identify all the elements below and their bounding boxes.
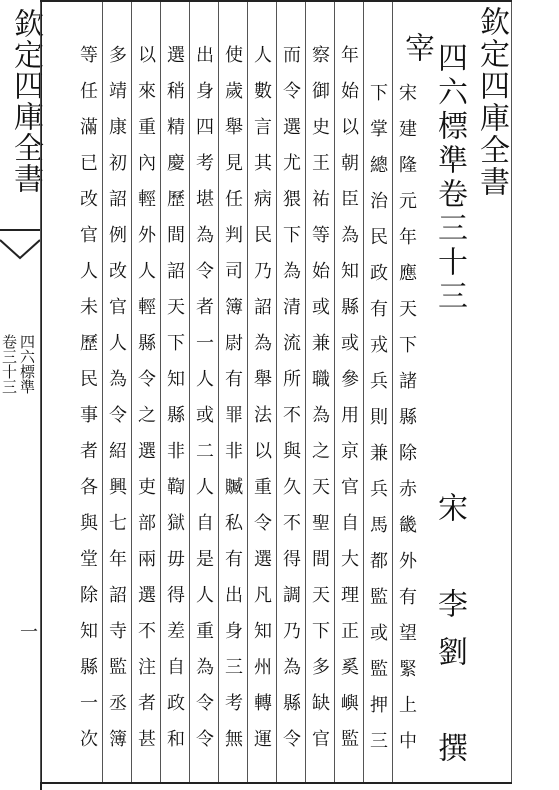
text-column: 選稍精慶歷間詔天下知縣非鞫獄毋得差自政和 (164, 45, 185, 765)
volume-title: 四六標準卷三十三 (432, 42, 467, 314)
text-column: 使歲舉見任判司簿尉有罪非贓私有出身三考無 (222, 45, 243, 765)
header-book-title: 欽定四庫全書 (474, 6, 509, 198)
text-column: 等任滿已改官人未歷民事者各與堂除知縣一次 (77, 45, 98, 765)
fishtail-icon (0, 228, 40, 268)
text-column: 察御史王祐等始或兼職為之天聖間天下多缺官 (309, 45, 330, 765)
author-line: 宋 李劉 撰 (432, 492, 467, 780)
page-margin (0, 0, 42, 790)
margin-book-title: 欽定四庫全書 (8, 8, 43, 194)
text-column: 多靖康初詔例改官人為令紹興七年詔寺監丞簿 (106, 45, 127, 765)
text-column: 出身四考堪為令者一人或二人自是人重為令令 (193, 45, 214, 765)
text-column: 以來重內輕外人輕縣令之選吏部兩選不注者甚 (135, 45, 156, 765)
text-column: 年始以朝臣為知縣或參用京官自大理正奚嶼監 (338, 45, 359, 765)
text-column: 宋建隆元年應天下諸縣除赤畿外有望緊上中 (396, 83, 417, 767)
margin-volume-label: 四六標準 卷三十三 (0, 334, 36, 394)
text-column: 而令選尤猥下為清流所不與久不得調乃為縣令 (280, 45, 301, 765)
text-frame (40, 0, 512, 784)
section-heading: 宰 (399, 32, 434, 72)
margin-leaf-number: 一 (17, 622, 38, 640)
text-column: 下掌總治民政有戎兵則兼兵馬都監或監押三 (367, 83, 388, 767)
text-column: 人數言其病民乃詔為舉法以重令選凡知州轉運 (251, 45, 272, 765)
